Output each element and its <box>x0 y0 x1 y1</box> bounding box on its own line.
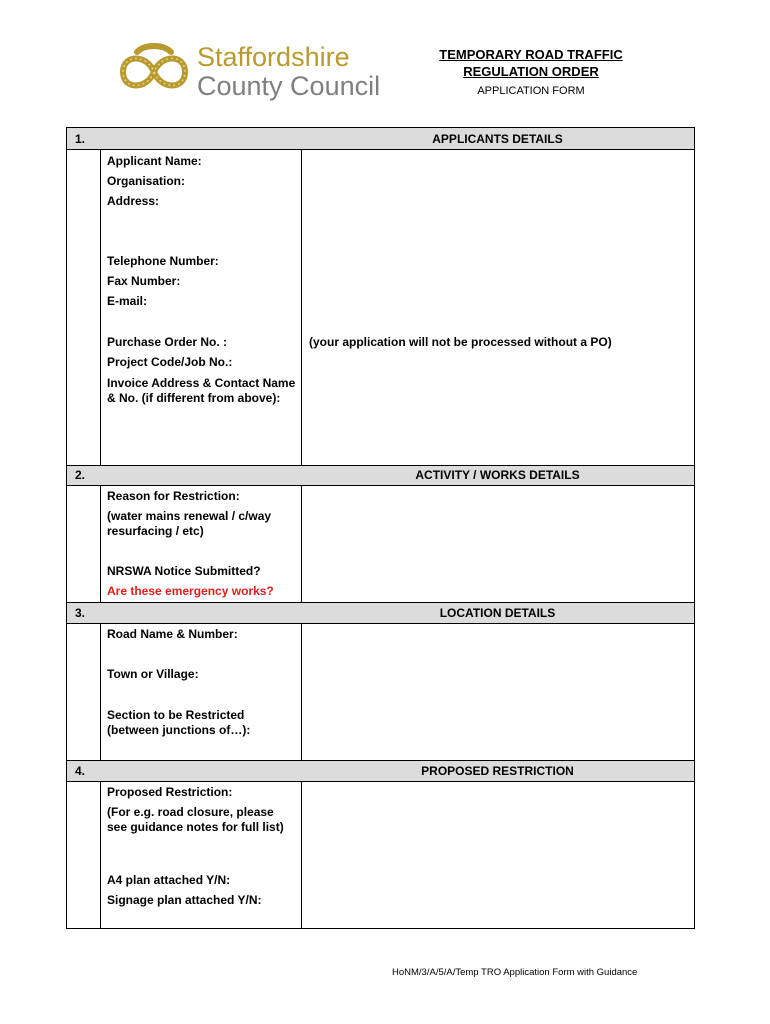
value-column-divider-1 <box>301 149 302 465</box>
section-2-header-rule <box>67 485 694 486</box>
emergency-works-label: Are these emergency works? <box>107 584 274 598</box>
document-reference-footer: HoNM/3/A/5/A/Temp TRO Application Form with Guidance <box>392 967 638 978</box>
value-column-divider-4 <box>301 781 302 928</box>
a4-plan-label: A4 plan attached Y/N: <box>107 873 231 887</box>
application-form-table <box>66 127 695 929</box>
project-code-label: Project Code/Job No.: <box>107 355 233 369</box>
title-line-2: REGULATION ORDER <box>463 64 599 79</box>
section-2-title: ACTIVITY / WORKS DETAILS <box>415 468 580 482</box>
section-1-number: 1. <box>75 132 86 146</box>
invoice-address-label: Invoice Address & Contact Name & No. (if different from above): <box>107 376 296 405</box>
form-subtitle: APPLICATION FORM <box>477 85 585 97</box>
reason-examples-label: (water mains renewal / c/way resurfacing / etc) <box>107 509 272 538</box>
section-1-title: APPLICANTS DETAILS <box>432 132 563 146</box>
section-4-title: PROPOSED RESTRICTION <box>421 764 574 778</box>
po-required-note: (your application will not be processed without a PO) <box>309 335 612 349</box>
logo-text-county-council: County Council <box>197 71 381 101</box>
nrswa-label: NRSWA Notice Submitted? <box>107 564 261 578</box>
section-4-number: 4. <box>75 764 86 778</box>
section-4-header-rule <box>67 781 694 782</box>
number-column-divider <box>100 128 101 928</box>
restriction-guidance-label: (For e.g. road closure, please see guidance notes for full list) <box>107 805 284 834</box>
applicant-name-label: Applicant Name: <box>107 154 202 168</box>
telephone-label: Telephone Number: <box>107 254 219 268</box>
fax-label: Fax Number: <box>107 274 181 288</box>
section-3-header-rule <box>67 623 694 624</box>
town-village-label: Town or Village: <box>107 667 199 681</box>
value-column-divider-2 <box>301 485 302 602</box>
road-name-label: Road Name & Number: <box>107 627 238 641</box>
section-2-number: 2. <box>75 468 86 482</box>
section-3-number: 3. <box>75 606 86 620</box>
purchase-order-label: Purchase Order No. : <box>107 335 228 349</box>
address-label: Address: <box>107 194 160 208</box>
section-3-title: LOCATION DETAILS <box>439 606 556 620</box>
form-title-block <box>418 46 644 97</box>
title-line-1: TEMPORARY ROAD TRAFFIC <box>439 47 623 62</box>
logo-text-staffordshire: Staffordshire <box>197 42 350 72</box>
value-column-divider-3 <box>301 623 302 760</box>
section-restricted-label: Section to be Restricted (between junctions of…): <box>107 708 251 737</box>
section-1-header-rule <box>67 149 694 150</box>
proposed-restriction-label: Proposed Restriction: <box>107 785 233 799</box>
organisation-label: Organisation: <box>107 174 186 188</box>
reason-label: Reason for Restriction: <box>107 489 240 503</box>
email-label: E-mail: <box>107 294 148 308</box>
signage-plan-label: Signage plan attached Y/N: <box>107 893 262 907</box>
council-logo <box>115 42 381 104</box>
staffordshire-knot-icon <box>115 42 193 104</box>
